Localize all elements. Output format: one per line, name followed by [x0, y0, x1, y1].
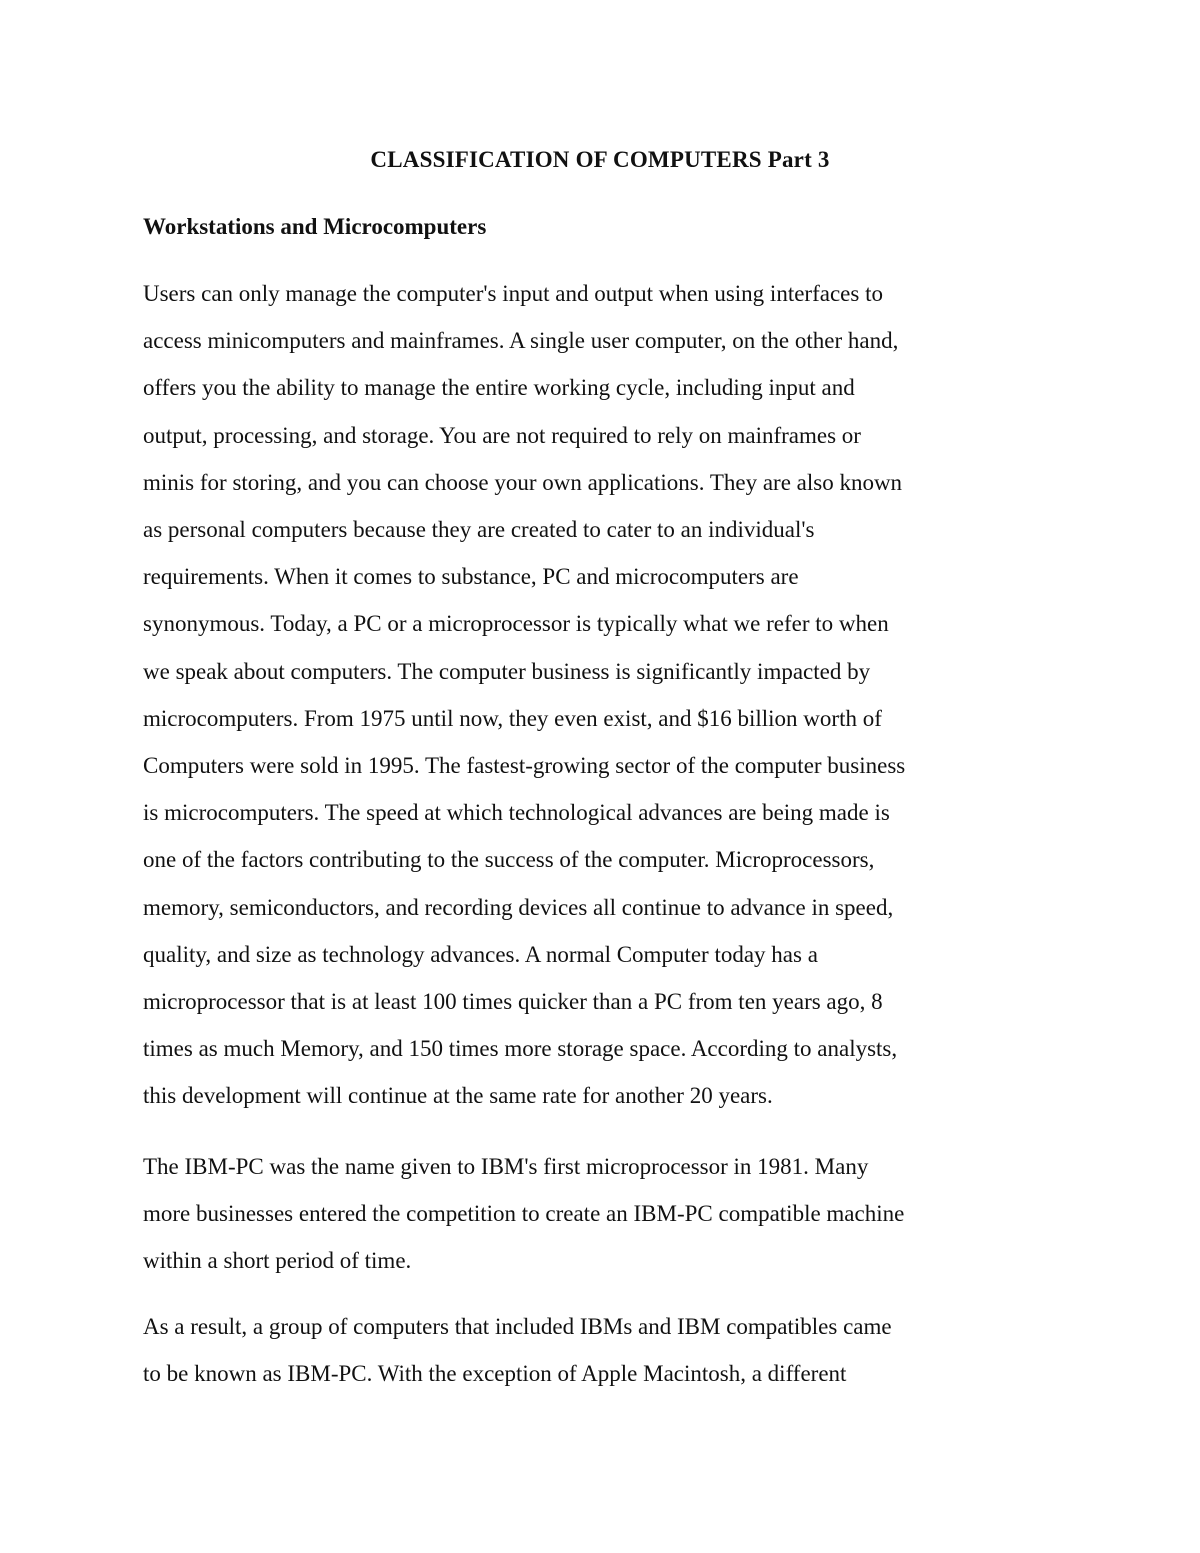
text-line: to be known as IBM-PC. With the exception of Apple Macintosh, a different [143, 1361, 847, 1387]
text-line: we speak about computers. The computer business is significantly impacted by [143, 658, 871, 684]
text-line: quality, and size as technology advances. A normal Computer today has a [143, 941, 818, 967]
text-line: times as much Memory, and 150 times more storage space. According to analysts, [143, 1036, 898, 1062]
text-line: one of the factors contributing to the success of the computer. Microprocessors, [143, 847, 875, 873]
text-line: requirements. When it comes to substance, PC and microcomputers are [143, 564, 799, 590]
text-line: output, processing, and storage. You are not required to rely on mainframes or [143, 422, 861, 448]
text-line: is microcomputers. The speed at which technological advances are being made is [143, 800, 890, 826]
paragraph-ibm-pc [143, 1143, 1063, 1285]
text-line: offers you the ability to manage the entire working cycle, including input and [143, 375, 855, 401]
text-line: this development will continue at the same rate for another 20 years. [143, 1083, 773, 1109]
paragraph-workstations [143, 270, 1063, 1120]
section-heading: Workstations and Microcomputers [143, 214, 487, 239]
paragraph-ibm-compatibles [143, 1303, 1063, 1397]
text-line: microprocessor that is at least 100 times quicker than a PC from ten years ago, 8 [143, 989, 883, 1015]
text-line: synonymous. Today, a PC or a microprocessor is typically what we refer to when [143, 611, 889, 637]
text-line: access minicomputers and mainframes. A single user computer, on the other hand, [143, 328, 899, 354]
text-line: more businesses entered the competition to create an IBM-PC compatible machine [143, 1201, 905, 1227]
text-line: Users can only manage the computer's input and output when using interfaces to [143, 281, 883, 306]
text-line: microcomputers. From 1975 until now, they even exist, and $16 billion worth of [143, 705, 882, 731]
text-line: Computers were sold in 1995. The fastest-growing sector of the computer business [143, 753, 906, 779]
document-title: CLASSIFICATION OF COMPUTERS Part 3 [370, 147, 830, 172]
text-line: as personal computers because they are created to cater to an individual's [143, 517, 815, 543]
text-line: within a short period of time. [143, 1248, 412, 1274]
text-line: As a result, a group of computers that included IBMs and IBM compatibles came [143, 1314, 892, 1339]
text-line: The IBM-PC was the name given to IBM's first microprocessor in 1981. Many [143, 1154, 869, 1179]
text-line: memory, semiconductors, and recording devices all continue to advance in speed, [143, 894, 894, 920]
text-line: minis for storing, and you can choose your own applications. They are also known [143, 469, 903, 495]
